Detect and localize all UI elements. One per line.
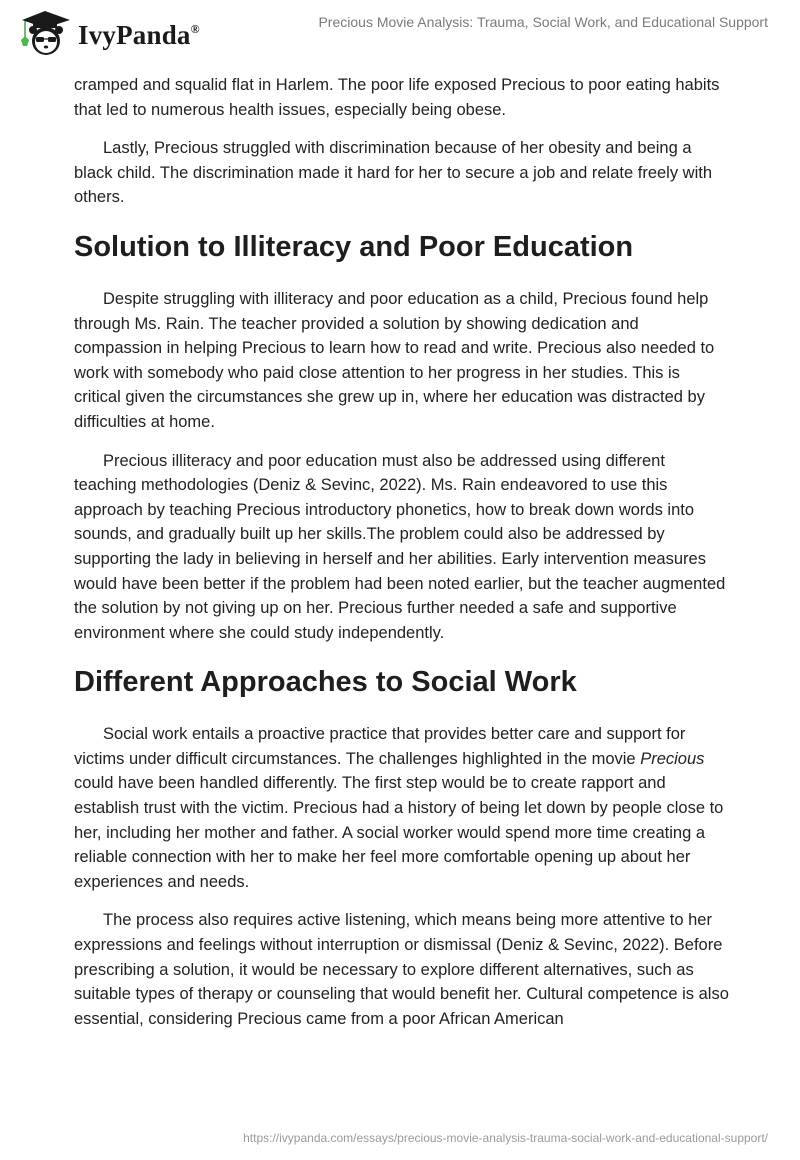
section-heading-illiteracy: Solution to Illiteracy and Poor Education	[74, 230, 634, 263]
section-heading-social-work: Different Approaches to Social Work	[74, 666, 577, 699]
document-title: Precious Movie Analysis: Trauma, Social Work, and Educational Support	[318, 14, 768, 30]
paragraph-ms-rain: Despite struggling with illiteracy and poor education as a child, Precious found help through Ms. Rain. The teacher provided a solution by showing dedication and compassion in helping Precious to learn how to read and write. Precious also needed to work with somebody who paid close attention to her progress in her studies. This is critical given the circumstances she grew up in, where her education was distracted by difficulties at home.	[74, 289, 715, 431]
source-url[interactable]: https://ivypanda.com/essays/precious-movie-analysis-trauma-social-work-and-educational-support/	[243, 1131, 768, 1145]
movie-title: Precious	[640, 749, 705, 768]
paragraph-continuation: cramped and squalid flat in Harlem. The poor life exposed Precious to poor eating habits that led to numerous health issues, especially being obese.	[74, 76, 720, 119]
essay-body	[74, 73, 730, 1045]
brand-name: IvyPanda®	[78, 19, 200, 50]
panda-graduate-icon	[16, 8, 74, 58]
paragraph-discrimination: Lastly, Precious struggled with discrimination because of her obesity and being a black child. The discrimination made it hard for her to secure a job and relate freely with others.	[74, 139, 713, 207]
paragraph-teaching-methods: Precious illiteracy and poor education must also be addressed using different teaching methodologies (Deniz & Sevinc, 2022). Ms. Rain endeavored to use this approach by teaching Precious introductory phonetics, how to break down words into sounds, and gradually built up her skills.The problem could also be addressed by supporting the lady in believing in herself and her abilities. Early intervention measures would have been better if the problem had been noted earlier, but the teacher augmented the solution by not giving up on her. Precious further needed a safe and supportive environment where she could study independently.	[74, 451, 726, 642]
paragraph-social-work: Social work entails a proactive practice that provides better care and support for victims under difficult circumstances. The challenges highlighted in the movie Precious could have been handled differently. The first step would be to create rapport and establish trust with the victim. Precious had a history of being let down by people close to her, including her mother and father. A social worker would spend more time creating a reliable connection with her to make her feel more comfortable opening up about her experiences and needs.	[74, 725, 724, 891]
ivypanda-logo[interactable]	[16, 8, 200, 58]
page-header	[0, 0, 800, 62]
paragraph-active-listening: The process also requires active listening, which means being more attentive to her expressions and feelings without interruption or dismissal (Deniz & Sevinc, 2022). Before prescribing a solution, it would be necessary to explore different alternatives, such as suitable types of therapy or counseling that would benefit her. Cultural competence is also essential, considering Precious came from a poor African American	[74, 911, 729, 1028]
